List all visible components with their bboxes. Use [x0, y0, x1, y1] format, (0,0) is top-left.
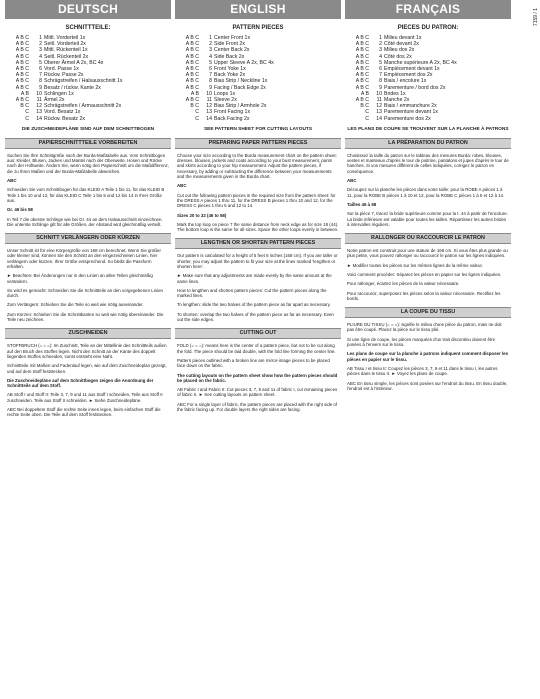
- part-views: A B C: [15, 41, 29, 48]
- section-header: CUTTING OUT: [175, 328, 341, 339]
- part-views: C: [365, 109, 369, 116]
- part-number: 1: [379, 35, 382, 41]
- paragraph: Mark the top loop on piece 7 the same distance from neck edge as for size 18 (44). The bottom loop is the same for all sizes. Space the other loops evenly in between.: [177, 221, 339, 233]
- part-name: Seitl. Rückenteil 2x: [44, 53, 89, 60]
- part-number: 6: [379, 66, 382, 73]
- paragraph: ► Make sure that any adjustments are made evenly by the same amount at the same lines.: [177, 273, 332, 284]
- part-views: A B C: [185, 53, 199, 60]
- paragraph: To shorten: overlap the two halves of the pattern piece as far as necessary. Even out the side edges.: [177, 311, 334, 323]
- part-number: 1: [209, 35, 212, 41]
- part-views: C: [25, 115, 29, 122]
- part-name: Milieu devant 1x: [384, 35, 422, 41]
- part-views: A B C: [185, 66, 199, 73]
- part-views: B C: [190, 103, 199, 110]
- part-name: Parementure / bord dos 2x: [384, 84, 446, 91]
- part-views: C: [25, 109, 29, 116]
- part-name: Bias Strip / Armhole 2x: [214, 103, 267, 110]
- part-name: Biais / encolure 1x: [384, 78, 427, 85]
- part-name: Side Back 2x: [214, 53, 245, 60]
- paragraph: To lengthen: slide the two halves of the pattern piece as far apart as necessary.: [177, 302, 331, 308]
- parts-heading: PATTERN PIECES: [232, 25, 284, 31]
- part-number: 8: [379, 78, 382, 85]
- part-number: 8: [39, 78, 42, 85]
- language-column: [5, 0, 171, 699]
- part-views: A B C: [355, 59, 369, 66]
- paragraph: Les plans de coupe sur la planche à patrons indiquent comment disposer les pièces en papier sur le tissu.: [347, 351, 509, 362]
- part-number: 2: [379, 41, 382, 48]
- part-number: 3: [379, 47, 382, 54]
- section-header: SCHNITT VERLÄNGERN ODER KÜRZEN: [5, 233, 171, 244]
- part-views: A B C: [185, 97, 199, 104]
- section-header: PAPIERSCHNITTTEILE VORBEREITEN: [5, 138, 171, 149]
- section-header: LENGTHEN OR SHORTEN PATTERN PIECES: [175, 238, 341, 249]
- paragraph: ABC For a single layer of fabric, the pattern pieces are placed with the right side of the fabric facing up. For double layers the right sides are facing.: [177, 401, 338, 413]
- part-number: 7: [209, 72, 212, 79]
- part-name: Back Facing 2x: [214, 115, 250, 122]
- part-views: A B C: [15, 97, 29, 104]
- part-number: 14: [376, 115, 382, 122]
- paragraph: Choose your size according to the Burda measurement chart on the pattern sheet: dresses, blouses, jackets and coats according to your bust measurement, pants and skirts according to your hip measurement. Adjust the pattern pieces, if necessary, by adding or subtracting the difference between your measurements and the measurements given in the Burda chart.: [177, 152, 337, 180]
- part-number: 7: [379, 72, 382, 79]
- paragraph: AB Stoff I und Stoff II: Teile 3, 7, 9 und 11 aus Stoff I schneiden, Teile aus Stoff II zuschneiden. Teile aus Stoff II schneiden. ► Siehe Zuschneidepläne.: [7, 392, 163, 403]
- paragraph: Die Zuschneidepläne auf dem Schnittbogen zeigen die Anordnung der Schnittteile auf dem Stoff.: [7, 377, 154, 389]
- part-views: A B C: [355, 53, 369, 60]
- part-views: C: [195, 109, 199, 116]
- layout-note: LES PLANS DE COUPE SE TROUVENT SUR LA PLANCHE À PATRONS: [347, 126, 509, 132]
- part-views: A B C: [355, 84, 369, 91]
- part-number: 13: [376, 109, 382, 116]
- part-number: 12: [36, 103, 42, 110]
- paragraph: Pattern pieces outlined with a broken line are mirror-image pieces to be placed face down on the fabric.: [177, 357, 330, 369]
- part-number: 3: [39, 47, 42, 54]
- part-name: Manche supérieure A 2x, BC 4x: [384, 59, 457, 66]
- part-name: Parementure devant 1x: [384, 109, 438, 116]
- part-name: Ärmel 2x: [44, 97, 65, 104]
- section-header: RALLONGER OU RACCOURCIR LE PATRON: [345, 233, 511, 244]
- column-header: ENGLISH: [175, 0, 341, 19]
- part-name: Upper Sleeve A 2x, BC 4x: [214, 59, 274, 66]
- paragraph: PLIURE DU TISSU (= = =): signifie le milieu d'une pièce du patron, mais ne doit pas être coupé. Placez la pièce sur le tissu plié.: [347, 322, 502, 333]
- part-name: Seitl. Vorderteil 2x: [44, 41, 86, 48]
- paragraph: How to lengthen and shorten pattern pieces: Cut the pattern pieces along the marked lines.: [177, 287, 327, 299]
- part-number: 10: [206, 90, 212, 97]
- language-column: [175, 0, 341, 699]
- group-label: ABC: [177, 183, 187, 189]
- part-name: Bias Strip / Neckline 1x: [214, 78, 268, 85]
- part-number: 11: [206, 97, 212, 104]
- part-number: 6: [209, 66, 212, 73]
- paragraph: FOLD (= = =): means here is the center of a pattern piece, but not to be cut along the fold. The piece should be laid double, with the fold line forming the center line.: [177, 343, 336, 354]
- part-name: Biais / emmanchure 2x: [384, 103, 437, 110]
- part-row: [175, 116, 341, 122]
- part-number: 12: [206, 103, 212, 110]
- part-views: A B C: [15, 53, 29, 60]
- part-name: Side Front 2x: [214, 41, 245, 48]
- part-views: A B C: [185, 59, 199, 66]
- part-views: B C: [20, 103, 29, 110]
- group-label: Sizes 20 to 32 (46 to 58): [177, 212, 227, 218]
- part-number: 8: [209, 78, 212, 85]
- part-name: Besatz / rückw. Kante 2x: [44, 84, 101, 91]
- part-number: 1: [39, 35, 42, 41]
- paragraph: Our pattern is calculated for a height of 5 feet 6 inches (168 cm). If you are taller or shorter, you may adjust the pattern to fit your size at the lines marked 'lengthen or shorten here'.: [177, 253, 338, 269]
- section-header: ZUSCHNEIDEN: [5, 328, 171, 339]
- part-views: A B C: [15, 47, 29, 54]
- paragraph: The cutting layouts on the pattern sheet show how the pattern pieces should be placed on the fabric.: [177, 372, 338, 383]
- layout-note: SEE PATTERN SHEET FOR CUTTING LAYOUTS: [203, 126, 313, 132]
- part-name: Mittl. Vorderteil 1x: [44, 35, 86, 41]
- part-views: A B C: [15, 59, 29, 66]
- part-name: Loops 1x: [214, 90, 236, 97]
- part-name: Côté devant 2x: [384, 41, 419, 48]
- part-number: 14: [206, 115, 212, 122]
- part-views: A B C: [185, 35, 199, 41]
- paragraph: So wird es gemacht: Schneiden Sie die Schnittteile an den vorgegebenen Linien durch.: [7, 287, 163, 299]
- part-name: Center Back 2x: [214, 47, 250, 54]
- part-number: 13: [36, 109, 42, 116]
- paragraph: ABC En tissu simple, les pièces sont posées sur l'endroit du tissu. En tissu double, l'endroit est à l'intérieur.: [347, 380, 508, 391]
- part-name: Schrägstreifen / Armausschnitt 2x: [44, 103, 122, 110]
- part-views: A B C: [185, 72, 199, 79]
- part-name: Back Yoke 2x: [214, 72, 246, 79]
- part-name: Schlingen 1x: [44, 90, 74, 97]
- part-number: 4: [379, 53, 382, 60]
- part-name: Empiècement dos 2x: [384, 72, 433, 79]
- part-number: 5: [379, 59, 382, 66]
- part-number: 4: [209, 53, 212, 60]
- part-name: Center Front 1x: [214, 35, 251, 41]
- paragraph: Suchen Sie Ihre Schnittgröße nach der Burda-Maßtabelle aus. Vom Schnittbogen aus: Kleider, Blusen, Jacken und Mantel nach der Oberweite, Hosen und Röcke nach der Hüftweite. Ändern Sie, wenn nötig den Papierschnitt um die Maßdifferenz, die zu Ihren Maßen und der Burda-Maßtabelle abweichen.: [7, 152, 169, 174]
- paragraph: ABC Bei doppeltem Stoff die rechte Seite innen legen, beim einfachen Stoff die rechte Seite oben. Die Teile auf dem Stoff feststecken.: [7, 407, 161, 418]
- part-number: 3: [209, 47, 212, 54]
- paragraph: STOFFBRUCH (= = =): Im Zuschnitt, Teile an der Mittellinie des Schnittteils außen auf den Bruch des Stoffes legen. Nicht den Schnitt an der Kante des doppelt liegenden Stoffes schneiden, sonst entsteht eine Naht.: [7, 343, 167, 359]
- part-number: 2: [39, 41, 42, 48]
- part-name: Vord. Passe 1x: [44, 66, 79, 73]
- part-name: Mittl. Rückenteil 1x: [44, 47, 88, 54]
- group-label: ABC: [347, 178, 357, 184]
- part-views: A B C: [355, 66, 369, 73]
- part-views: A B C: [355, 72, 369, 79]
- part-name: Manche 2x: [384, 97, 410, 104]
- part-name: Schrägstreifen / Halsausschnitt 1x: [44, 78, 123, 85]
- paragraph: Si une ligne de coupe, les pièces marquées d'un trait discontinu doivent être posées à l'envers sur le tissu.: [347, 336, 496, 348]
- group-label: Gr. 46 bis 58: [7, 207, 33, 213]
- part-name: Front Yoke 1x: [214, 66, 246, 73]
- part-number: 10: [36, 90, 42, 97]
- part-views: A B: [360, 90, 369, 97]
- part-views: A B: [20, 90, 29, 97]
- language-column: [345, 0, 511, 699]
- part-number: 9: [39, 84, 42, 91]
- part-name: Facing / Back Edge 2x: [214, 84, 266, 91]
- part-views: A B C: [355, 41, 369, 48]
- part-views: A B: [190, 90, 199, 97]
- part-number: 5: [209, 59, 212, 66]
- part-number: 12: [376, 103, 382, 110]
- part-name: Côté dos 2x: [384, 53, 412, 60]
- parts-heading: SCHNITTTEILE:: [65, 25, 111, 31]
- part-name: Brides 1x: [384, 90, 406, 97]
- part-views: A B C: [15, 78, 29, 85]
- part-views: C: [195, 115, 199, 122]
- part-views: A B C: [355, 97, 369, 104]
- part-name: Rückw. Passe 2x: [44, 72, 84, 79]
- part-row: [345, 116, 511, 122]
- parts-heading: PIECES DU PATRON:: [397, 25, 459, 31]
- section-header: LA PRÉPARATION DU PATRON: [345, 138, 511, 149]
- paragraph: AB Fabric I and Fabric II: Cut pieces 3, 7, 9 and 11 of fabric I, cut remaining pieces of fabric II. ► See cutting layouts on pattern sheet.: [177, 387, 338, 398]
- paragraph: Unser Schnitt ist für eine Körpergröße von 168 cm berechnet. Wenn Sie größer oder kleiner sind, können Sie den Schnitt an den eingezeichneten Linien, hier verlängern oder kürzen. Ihrer Größe entsprechend. So bleibt die Passform erhalten.: [7, 248, 161, 269]
- part-views: B C: [360, 103, 369, 110]
- part-views: A B C: [185, 78, 199, 85]
- paragraph: Choisissez la taille du patron sur le tableau des mesures Burda: robes, blouses, vestes et manteaux d'après le tour de poitrine, pantalons et jupes d'après le tour de hanches. Si vos mesures diffèrent de celles indiquées, corrigez le patron en conséquence.: [347, 152, 509, 174]
- part-views: C: [365, 115, 369, 122]
- part-number: 11: [376, 97, 382, 104]
- part-views: A B C: [185, 84, 199, 91]
- part-number: 5: [39, 59, 42, 66]
- column-header: DEUTSCH: [5, 0, 171, 19]
- part-number: 11: [36, 97, 42, 104]
- paragraph: Sur la pièce 7, tracez la bride supérieure comme pour la t. 44 à partir de l'encolure. La bride inférieure est valable pour toutes les tailles. Répartissez les autres brides à intervalles réguliers.: [347, 211, 508, 227]
- part-number: 10: [376, 90, 382, 97]
- paragraph: ► Modifier toutes les pièces sur les mêmes lignes de la même valeur.: [347, 262, 483, 268]
- layout-note: DIE ZUSCHNEIDEPLÄNE SIND AUF DEM SCHNITTBOGEN: [21, 126, 155, 132]
- section-header: LA COUPE DU TISSU: [345, 307, 511, 318]
- paragraph: Découpez sur la planche les pièces dans votre taille: pour la ROBE A pièces 1 à 11, pour la ROBE B pièces 1 à 10 et 12, pour la ROBE C pièces 1 à 5 et 12 à 14.: [347, 187, 505, 198]
- paragraph: ► Beachten: Bei Änderungen nur in den Linien an allen Teilen gleichmäßig verändern.: [7, 273, 153, 284]
- column-header: FRANÇAIS: [345, 0, 511, 19]
- paragraph: Zum Verlängern: Schieben Sie die Teile so weit wie nötig auseinander.: [7, 302, 144, 308]
- part-name: Empiècement devant 1x: [384, 66, 440, 73]
- paragraph: Pour rallonger, écartez les pièces de la valeur nécessaire.: [347, 281, 460, 287]
- part-number: 6: [39, 66, 42, 73]
- paragraph: Notre patron est construit pour une stature de 168 cm. Si vous êtes plus grande ou plus petite, vous pouvez rallonger ou raccourcir le patron sur les lignes indiquées.: [347, 248, 508, 259]
- paragraph: Schneiden Sie vom Schnittbogen für das KLEID A Teile 1 bis 11, für das KLEID B Teile 1 bis 10 und 12, für das KLEID C Teile 1 bis 5 und 12 bis 14 in Ihrer Größe aus.: [7, 187, 165, 203]
- paragraph: Zum Kürzen: Schieben Sie die Schnittkanten so weit wie nötig übereinander. Die Teile neu zeichnen.: [7, 311, 164, 323]
- part-name: Parementure dos 2x: [384, 115, 431, 122]
- part-views: A B C: [355, 35, 369, 41]
- part-row: [5, 116, 171, 122]
- part-name: Vord. Besatz 1x: [44, 109, 81, 116]
- part-number: 13: [206, 109, 212, 116]
- part-views: A B C: [185, 41, 199, 48]
- paragraph: In Teil 7 die oberste Schlinge wie bei Gr. 44 an dem Halsausschnitt einzeichnen. Die unterste Schlinge gilt für alle Größen, der Abstand wird gleichmäßig verteilt.: [7, 216, 163, 227]
- part-number: 9: [379, 84, 382, 91]
- part-number: 4: [39, 53, 42, 60]
- section-header: PREPARING PAPER PATTERN PIECES: [175, 138, 341, 149]
- part-name: Rückw. Besatz 2x: [44, 115, 85, 122]
- paragraph: Schnittteile mit Maßen und Fadenlauf legen, wie auf dem Zuschneideplan gezeigt, und auf dem Stoff feststecken.: [7, 363, 167, 374]
- group-label: Tailles 46 à 58: [347, 201, 377, 207]
- part-views: A B C: [15, 72, 29, 79]
- part-views: A B C: [15, 84, 29, 91]
- part-name: Milieu dos 2x: [384, 47, 415, 54]
- part-number: 7: [39, 72, 42, 79]
- part-views: A B C: [185, 47, 199, 54]
- side-code: 7159 / 1: [533, 8, 539, 27]
- paragraph: Voici comment procéder: Séparez les pièces en papier sur les lignes indiquées.: [347, 272, 502, 277]
- part-views: A B C: [15, 35, 29, 41]
- group-label: ABC: [7, 178, 17, 184]
- part-number: 14: [36, 115, 42, 122]
- part-name: Front Facing 1x: [214, 109, 251, 116]
- part-views: A B C: [355, 47, 369, 54]
- paragraph: AB Tissu I et tissu II: Coupez les pièces 3, 7, 9 et 11 dans le tissu I, les autres pièces dans le tissu II. ► Voyez les plans de coupe.: [347, 365, 498, 377]
- paragraph: Cut out the following pattern pieces in the required size from the pattern sheet: for the DRESS A pieces 1 thru 11, for the DRESS B pieces 1 thru 10 and 12, for the DRESS C pieces 1 thru 5 and 12 to 14.: [177, 192, 336, 209]
- paragraph: Pour raccourcir, superposez les pièces selon la valeur nécessaire. Rectifiez les bords.: [347, 290, 501, 301]
- part-name: Oberer Ärmel A 2x, BC 4x: [44, 59, 104, 66]
- part-name: Sleeve 2x: [214, 97, 237, 104]
- part-views: A B C: [15, 66, 29, 73]
- part-number: 2: [209, 41, 212, 48]
- part-number: 9: [209, 84, 212, 91]
- part-views: A B C: [355, 78, 369, 85]
